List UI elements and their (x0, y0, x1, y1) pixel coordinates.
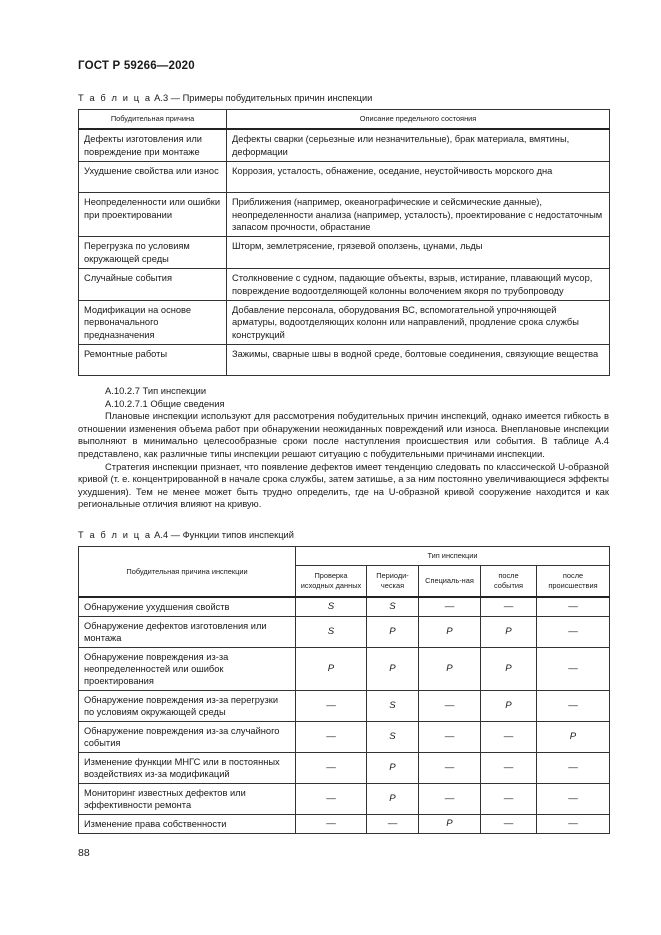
table-a4-cause-cell: Обнаружение повреждения из-за неопределенностей или ошибок проектирования (79, 648, 296, 691)
table-a4-value-cell: — (537, 815, 610, 834)
table-a4-value-cell: — (419, 784, 481, 815)
table-row (79, 162, 610, 193)
table-a4-cause-cell: Изменение функции МНГС или в постоянных воздействиях из-за модификаций (79, 753, 296, 784)
table-row (79, 784, 610, 815)
table-a4-value-cell: — (481, 815, 537, 834)
table-a3-cause-cell: Неопределенности или ошибки при проектировании (79, 193, 227, 237)
table-row (79, 597, 610, 617)
table-a3-cause-cell: Ухудшение свойства или износ (79, 162, 227, 193)
table-a3-desc-cell: Зажимы, сварные швы в водной среде, болтовые соединения, связующие вещества (227, 345, 610, 376)
table-a3-desc-cell: Добавление персонала, оборудования ВС, вспомогательной упрочняющей арматуры, водоотделяющих колонн или направлений, продление срока службы конструкций (227, 301, 610, 345)
table-a4-value-cell: P (367, 648, 419, 691)
table-a4-group-header: Тип инспекции (296, 547, 610, 566)
table-a4-value-cell: — (296, 784, 367, 815)
table-row (79, 815, 610, 834)
table-a4-cause-cell: Обнаружение дефектов изготовления или монтажа (79, 617, 296, 648)
table-row (79, 691, 610, 722)
table-row (79, 753, 610, 784)
clause-heading: А.10.2.7.1 Общие сведения (105, 397, 225, 409)
table-a3-header-row (79, 110, 610, 130)
table-a4-value-cell: S (367, 597, 419, 617)
table-a4-cause-cell: Изменение права собственности (79, 815, 296, 834)
table-a4-value-cell: — (296, 753, 367, 784)
table-row (79, 269, 610, 301)
table-a4-value-cell: P (537, 722, 610, 753)
table-a4-subheader-cell: Специаль-ная (419, 566, 481, 598)
table-a3-desc-cell: Шторм, землетрясение, грязевой оползень, цунами, льды (227, 237, 610, 269)
table-a4-value-cell: — (537, 648, 610, 691)
table-a4-value-cell: P (296, 648, 367, 691)
table-a3-col-desc-header: Описание предельного состояния (227, 110, 610, 130)
table-a3-desc-cell: Коррозия, усталость, обнажение, оседание, неустойчивость морского дна (227, 162, 610, 193)
table-a4-caption-text: А.4 — Функции типов инспекций (151, 530, 294, 540)
page-number: 88 (78, 847, 90, 859)
table-a4-cause-cell: Мониторинг известных дефектов или эффективности ремонта (79, 784, 296, 815)
table-row (79, 193, 610, 237)
table-a3-desc-cell: Приближения (например, океанографические и сейсмические данные), неопределенности анализа (например, усталость), проектирование с недостаточным запасом прочности, обрастание (227, 193, 610, 237)
table-a3-cause-cell: Случайные события (79, 269, 227, 301)
table-a4-value-cell: — (481, 597, 537, 617)
table-a4-cause-cell: Обнаружение повреждения из-за случайного события (79, 722, 296, 753)
paragraph: Стратегия инспекции признает, что появление дефектов имеет тенденцию следовать по классической U-образной кривой (т. е. концентрированной в начале срока службы, затем затишье, а за ним постоянно увеличивающиеся эффекты ухудшения). Тем не менее может быть трудно определить, где на U-образной кривой сооружение находится и как региональные отличия влияют на кривую. (78, 460, 609, 510)
table-a4-value-cell: — (419, 722, 481, 753)
table-a3-desc-cell: Дефекты сварки (серьезные или незначительные), брак материала, вмятины, деформации (227, 129, 610, 161)
table-a4-value-cell: — (419, 597, 481, 617)
table-a4-value-cell: — (537, 617, 610, 648)
table-a3-caption-text: А.3 — Примеры побудительных причин инспекции (151, 93, 373, 103)
table-a3 (78, 109, 610, 376)
table-a4-value-cell: — (537, 691, 610, 722)
table-a4-body (79, 597, 610, 834)
table-a4-value-cell: P (367, 753, 419, 784)
table-a3-cause-cell: Ремонтные работы (79, 345, 227, 376)
table-a4-value-cell: P (481, 617, 537, 648)
table-a4-cause-cell: Обнаружение ухудшения свойств (79, 597, 296, 617)
table-a4-cause-cell: Обнаружение повреждения из-за перегрузки по условиям окружающей среды (79, 691, 296, 722)
table-a4-value-cell: — (419, 753, 481, 784)
table-a4-col-cause-header: Побудительная причина инспекции (79, 547, 296, 598)
table-row (79, 722, 610, 753)
table-a4-value-cell: — (537, 784, 610, 815)
table-row (79, 345, 610, 376)
table-a4-value-cell: — (481, 753, 537, 784)
table-row (79, 617, 610, 648)
table-a4-value-cell: P (481, 691, 537, 722)
body-text (78, 385, 609, 511)
table-a4-value-cell: — (481, 722, 537, 753)
table-a4-subheader-cell: Периоди-ческая (367, 566, 419, 598)
table-a4-value-cell: — (537, 597, 610, 617)
table-row (79, 648, 610, 691)
table-a3-cause-cell: Модификации на основе первоначального предназначения (79, 301, 227, 345)
table-a4-value-cell: — (537, 753, 610, 784)
table-a4-value-cell: P (481, 648, 537, 691)
table-a4-value-cell: P (419, 648, 481, 691)
table-a4-value-cell: — (481, 784, 537, 815)
table-row (79, 237, 610, 269)
table-a4-caption-label: Т а б л и ц а (78, 530, 152, 540)
table-a4-value-cell: S (367, 722, 419, 753)
table-a4-value-cell: P (367, 617, 419, 648)
table-a4-value-cell: P (367, 784, 419, 815)
table-row (79, 301, 610, 345)
table-a4-value-cell: S (296, 597, 367, 617)
table-a4-value-cell: — (367, 815, 419, 834)
table-a4-value-cell: — (296, 722, 367, 753)
table-a3-cause-cell: Дефекты изготовления или повреждение при монтаже (79, 129, 227, 161)
paragraph: Плановые инспекции используют для рассмотрения побудительных причин инспекций, однако имеется гибкость в отношении изменения объема работ при обнаружении неожиданных повреждений или износа. Внеплановые инспекции выполняют в минимально целесообразные сроки после наступления происшествия или события. В таблице А.4 представлено, как различные типы инспекции решают ситуацию с побудительными причинами инспекции. (78, 410, 609, 459)
table-a4-value-cell: S (296, 617, 367, 648)
table-a3-col-cause-header: Побудительная причина (79, 110, 227, 130)
table-a4-value-cell: P (419, 815, 481, 834)
table-a3-cause-cell: Перегрузка по условиям окружающей среды (79, 237, 227, 269)
table-a4 (78, 546, 610, 834)
table-a4-value-cell: — (419, 691, 481, 722)
clause-heading: А.10.2.7 Тип инспекции (105, 385, 207, 396)
table-a3-caption-label: Т а б л и ц а (78, 93, 152, 103)
table-row (79, 129, 610, 161)
table-a4-subheader-cell: Проверка исходных данных (296, 566, 367, 598)
table-a4-value-cell: S (367, 691, 419, 722)
table-a4-caption (78, 530, 294, 540)
table-a4-value-cell: — (296, 815, 367, 834)
table-a3-desc-cell: Столкновение с судном, падающие объекты, взрыв, истирание, плавающий мусор, повреждение водоотделяющей колонны волочением якоря по трубопроводу (227, 269, 610, 301)
document-code: ГОСТ Р 59266—2020 (78, 60, 195, 72)
table-a4-subheader-cell: после события (481, 566, 537, 598)
table-a4-subheader-cell: после происшествия (537, 566, 610, 598)
table-a4-header-row (79, 547, 610, 566)
table-a3-caption (78, 93, 372, 103)
table-a4-value-cell: — (296, 691, 367, 722)
table-a4-value-cell: P (419, 617, 481, 648)
